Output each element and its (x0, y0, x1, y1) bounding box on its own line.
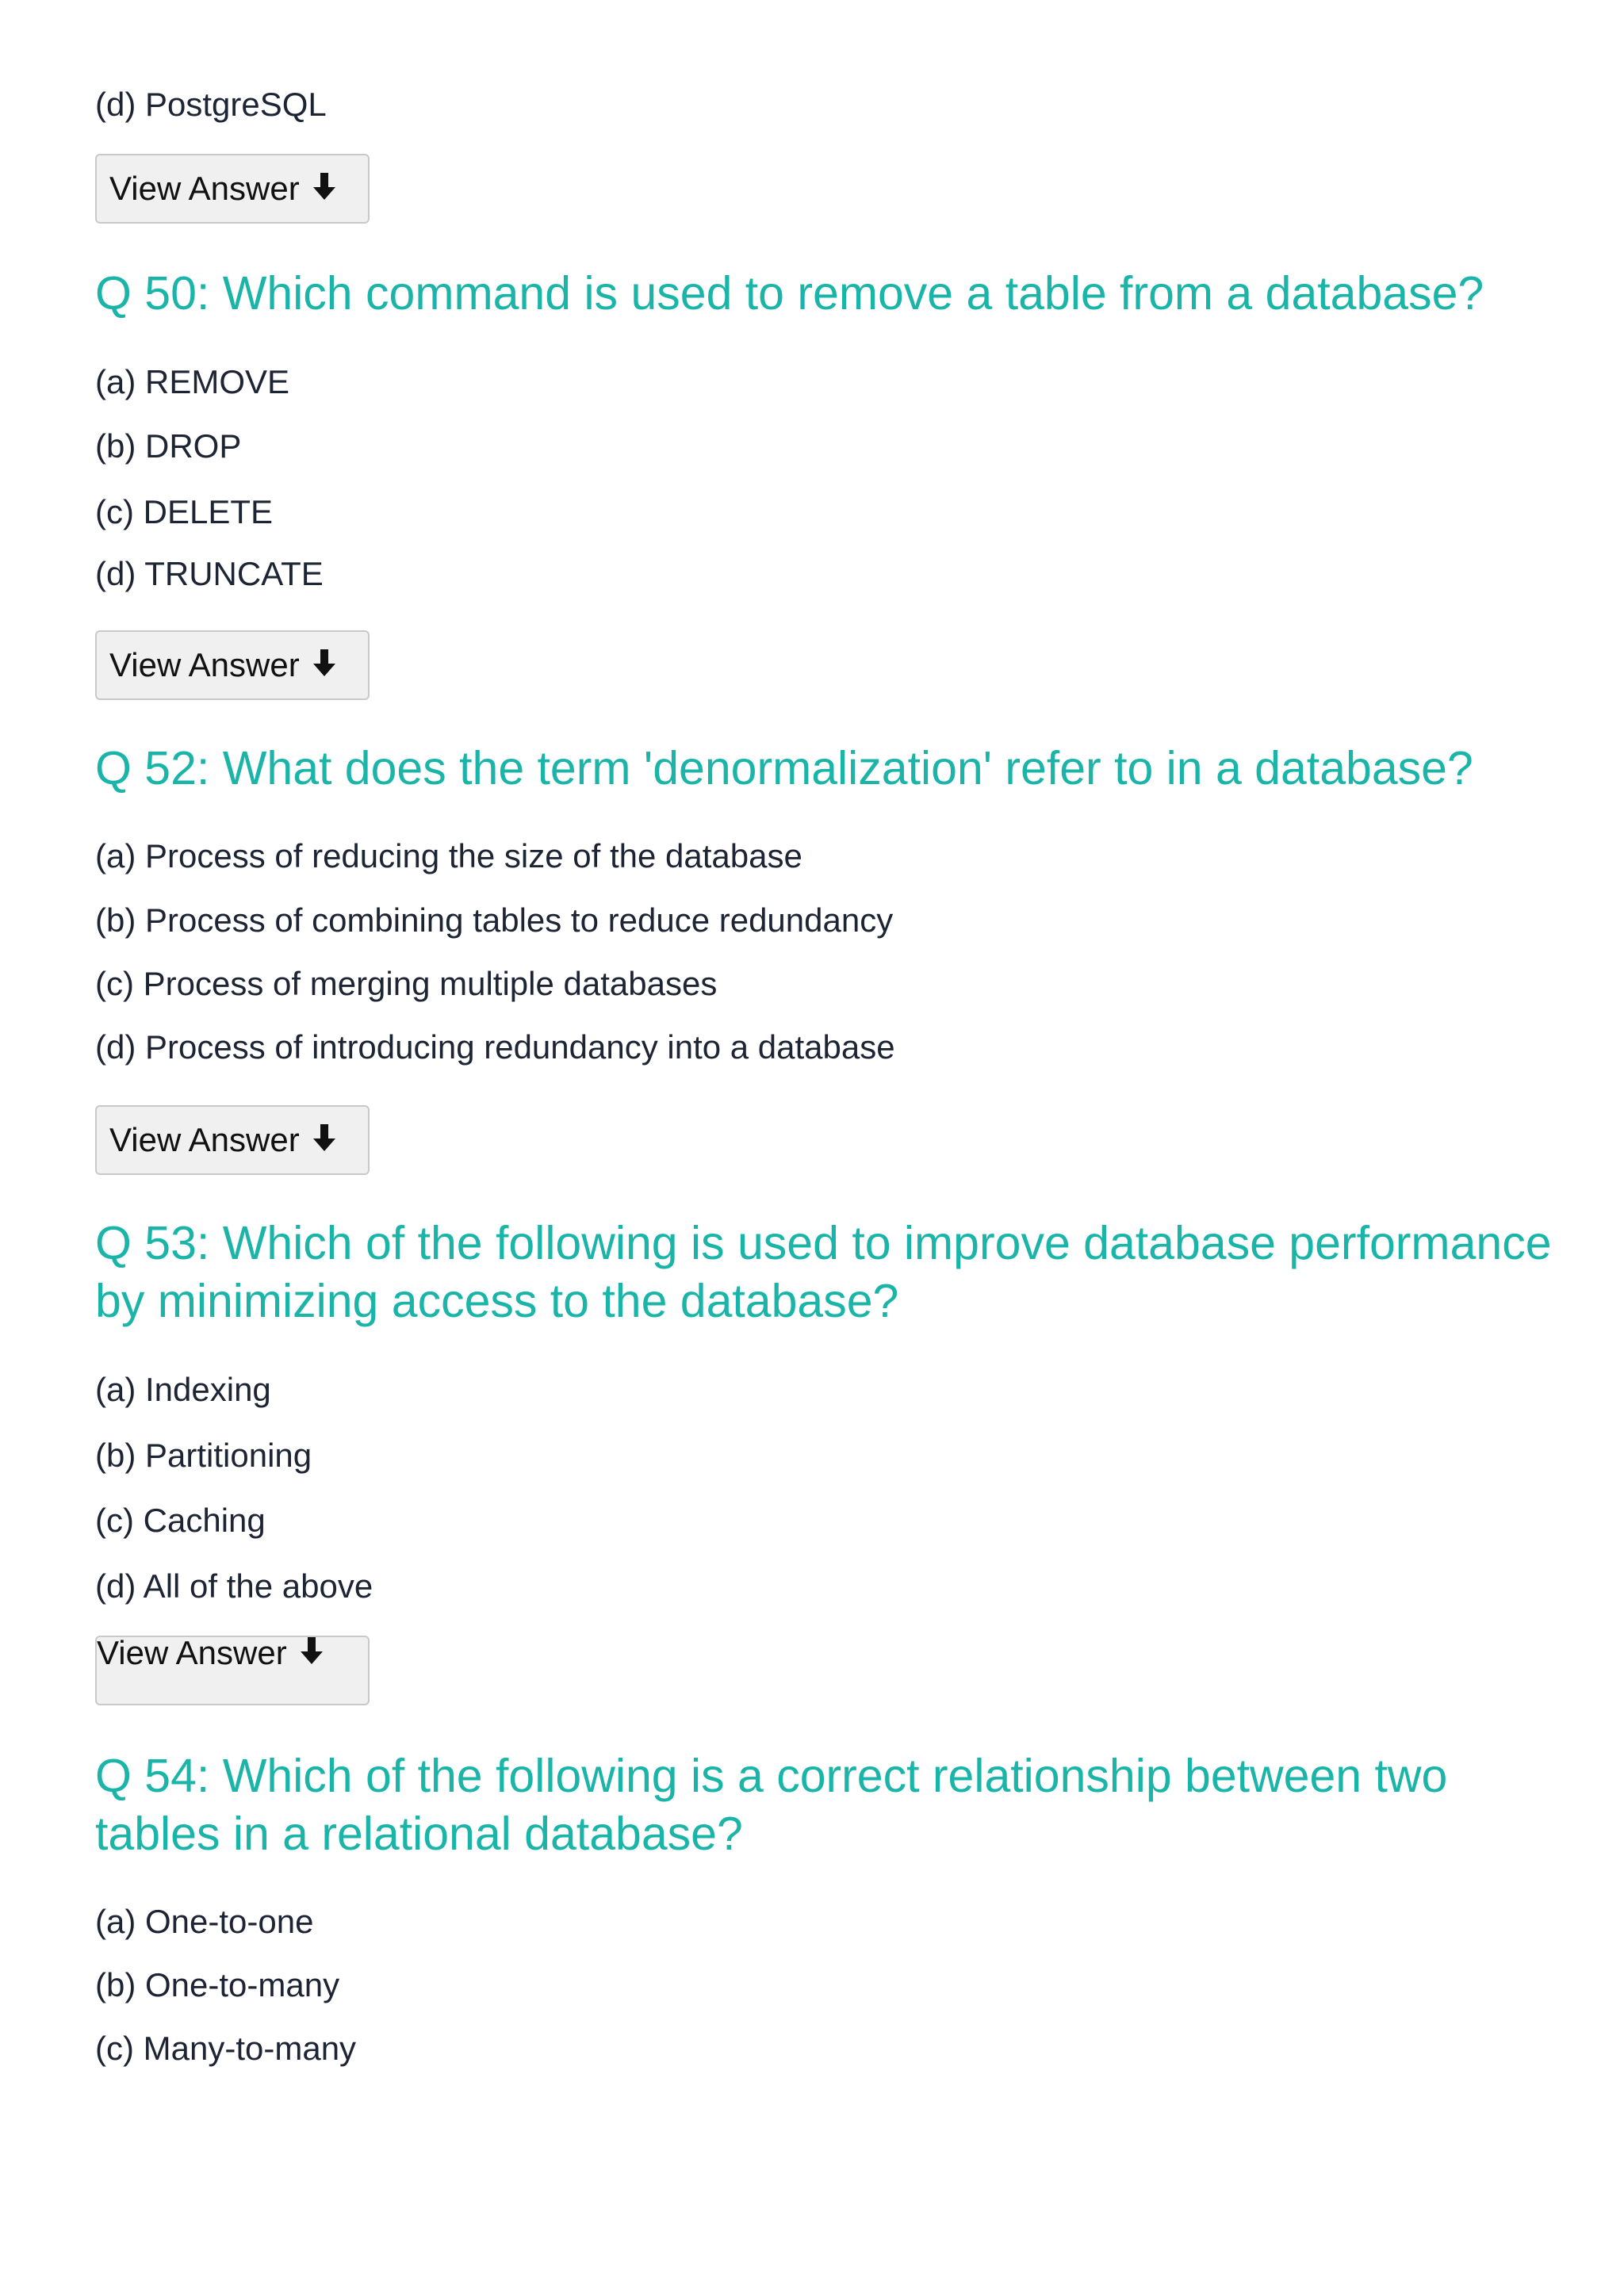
option-item: (a) Indexing (95, 1371, 271, 1408)
arrow-down-icon (300, 1637, 324, 1666)
question-title: Q 54: Which of the following is a correct relationship between two tables in a relational database? (95, 1750, 1448, 1860)
question-title: Q 52: What does the term 'denormalization' refer to in a database? (95, 742, 1473, 794)
question-title: Q 53: Which of the following is used to improve database performance by minimizing access to the database? (95, 1217, 1552, 1327)
option-item: (b) Partitioning (95, 1437, 312, 1474)
option-item: (d) TRUNCATE (95, 555, 324, 592)
view-answer-button[interactable] (95, 1105, 370, 1175)
option-item: (b) DROP (95, 427, 242, 465)
arrow-down-icon (312, 1124, 336, 1153)
view-answer-button[interactable] (95, 630, 370, 700)
view-answer-button[interactable] (95, 154, 370, 224)
arrow-down-icon (312, 173, 336, 201)
option-item: (d) All of the above (95, 1567, 373, 1605)
option-item: (c) Caching (95, 1502, 266, 1539)
option-item: (d) PostgreSQL (95, 86, 327, 123)
option-item: (c) Many-to-many (95, 2030, 357, 2067)
button-label: View Answer (109, 170, 300, 207)
view-answer-button[interactable] (95, 1636, 370, 1705)
option-item: (a) One-to-one (95, 1903, 314, 1940)
button-label: View Answer (109, 1121, 300, 1158)
option-item: (c) Process of merging multiple databases (95, 965, 718, 1002)
option-item: (a) Process of reducing the size of the database (95, 837, 802, 874)
button-label: View Answer (109, 646, 300, 683)
option-item: (d) Process of introducing redundancy into a database (95, 1028, 895, 1066)
option-item: (c) DELETE (95, 493, 274, 530)
question-title: Q 50: Which command is used to remove a table from a database? (95, 267, 1484, 320)
arrow-down-icon (312, 649, 336, 678)
option-item: (a) REMOVE (95, 363, 290, 400)
option-item: (b) Process of combining tables to reduce redundancy (95, 901, 894, 939)
button-label: View Answer (97, 1634, 287, 1671)
option-item: (b) One-to-many (95, 1966, 340, 2003)
